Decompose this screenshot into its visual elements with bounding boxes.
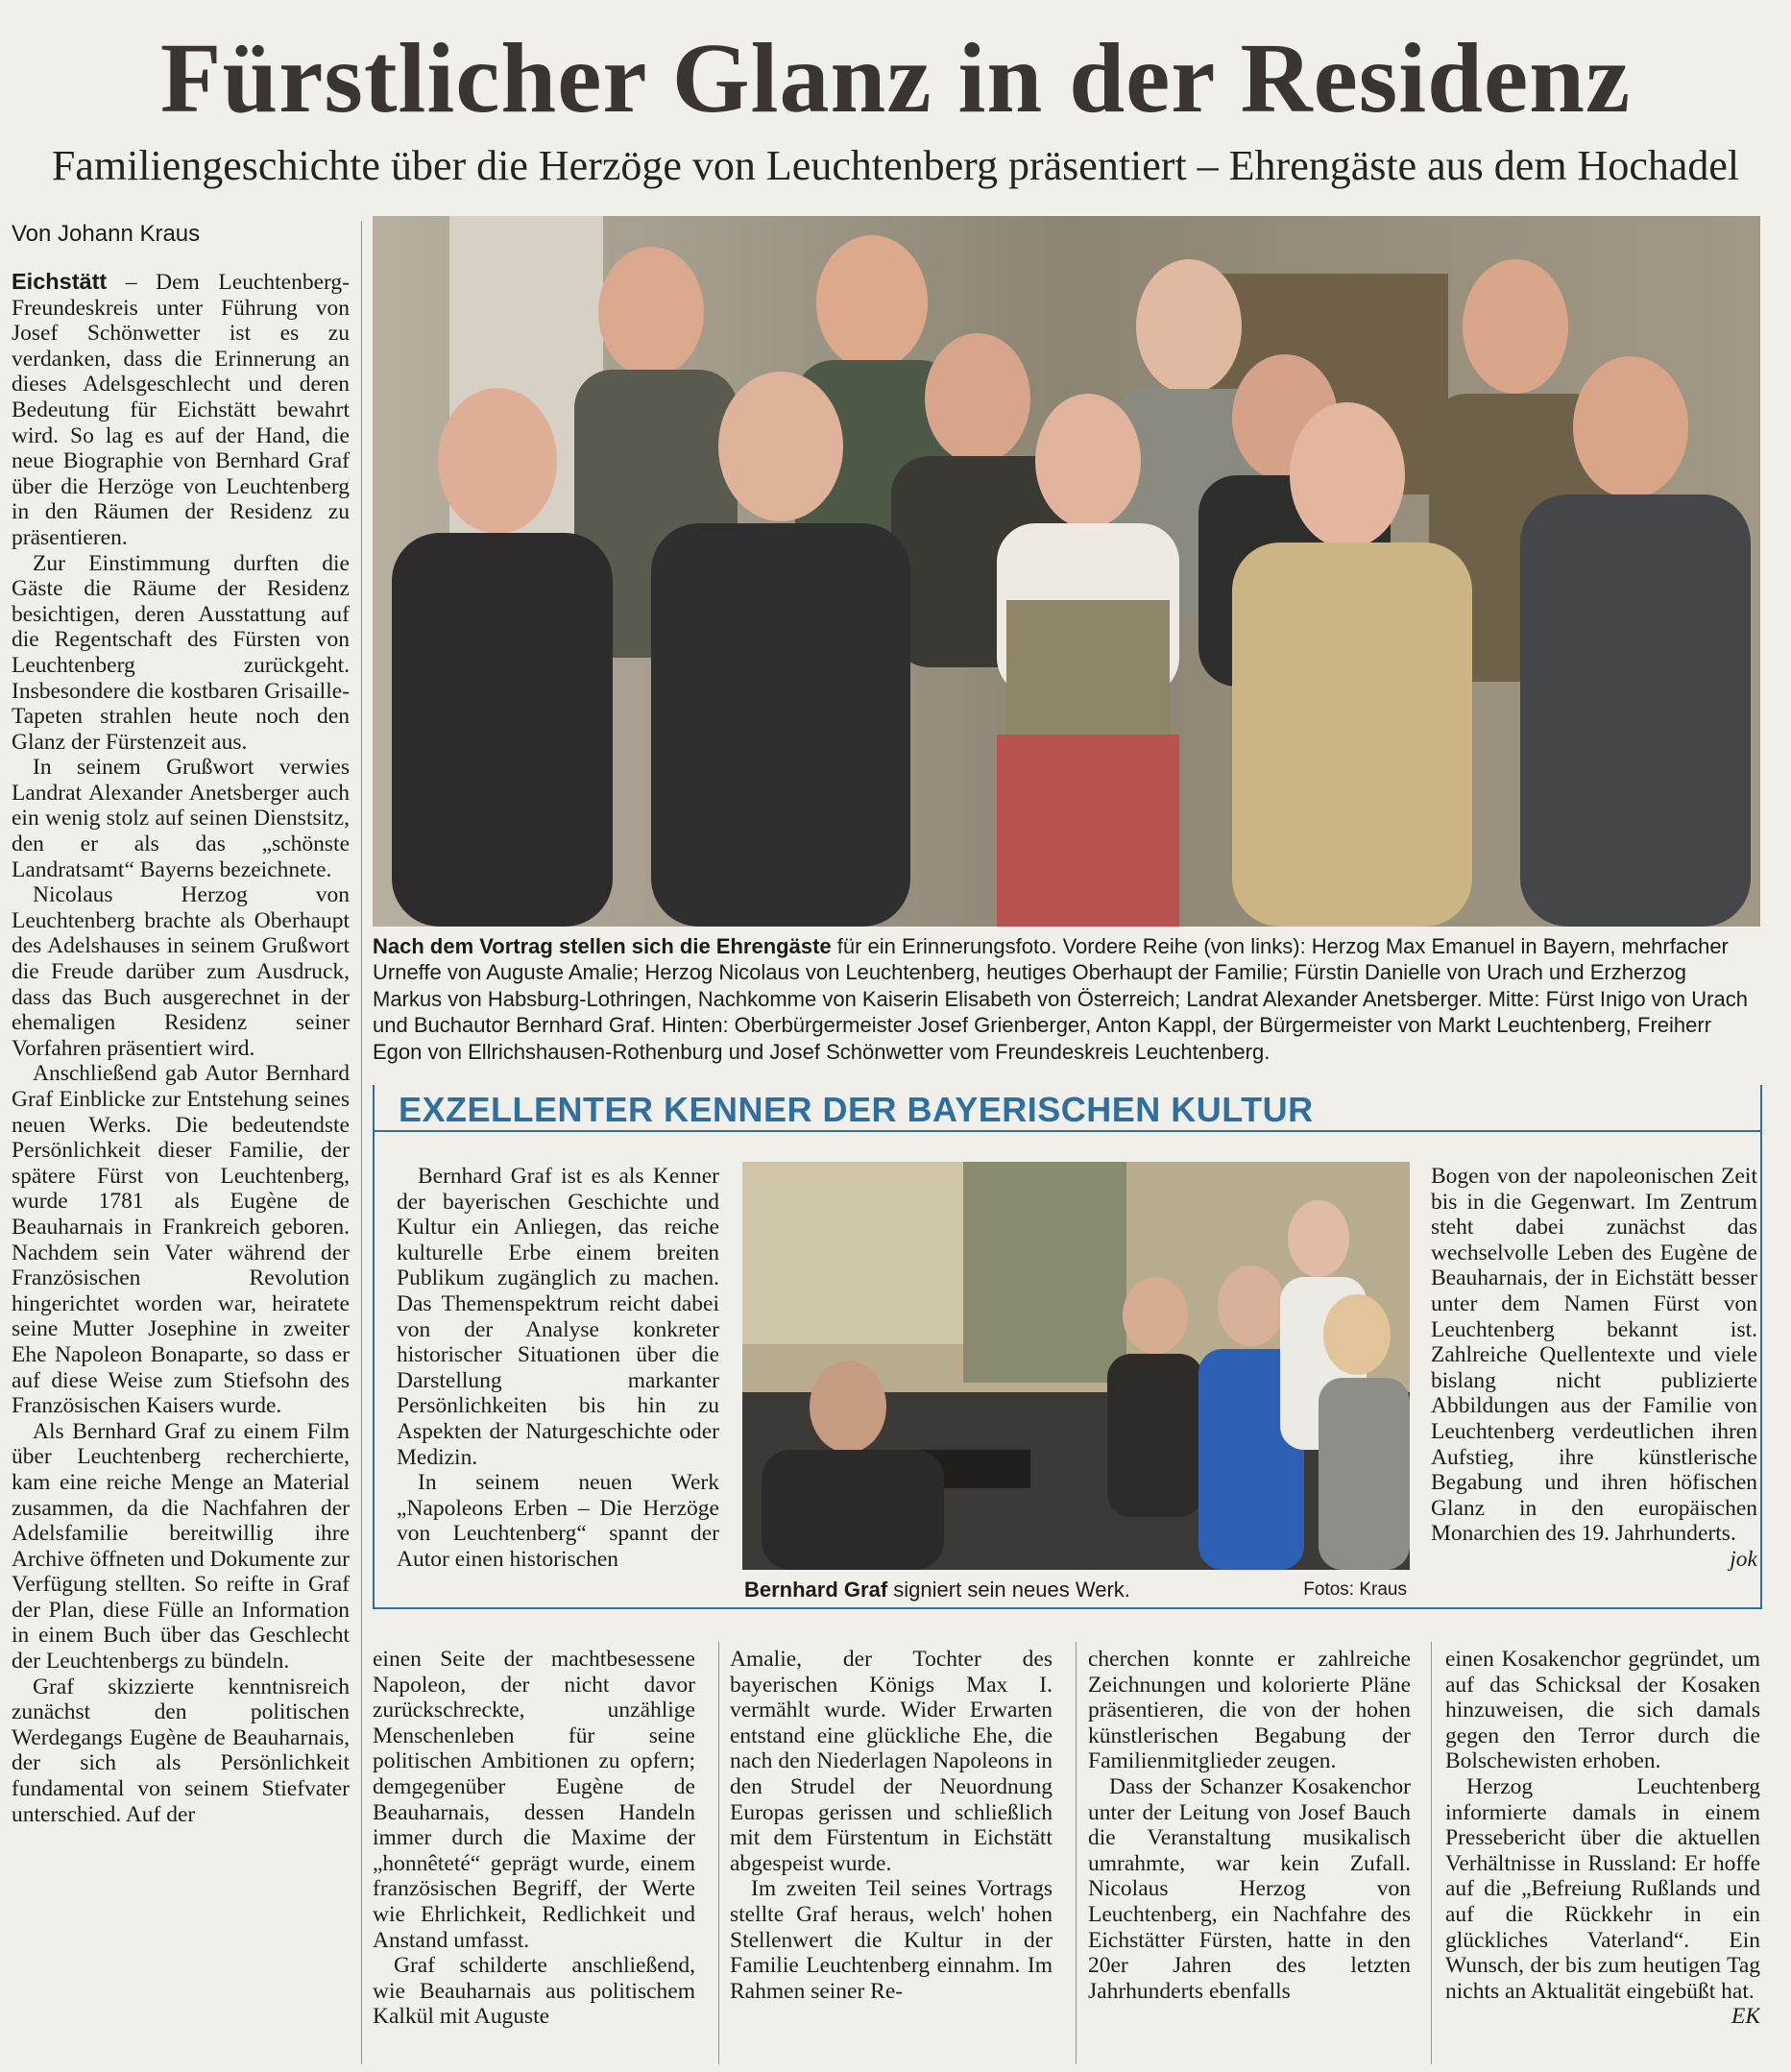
infobox-left-para-2: In seinem neuen Werk „Napoleons Erben – Die Herzöge von Leuchtenberg“ spannt der Autor einen historischen bbox=[397, 1470, 719, 1572]
article-para-3: In seinem Grußwort verwies Landrat Alexander Anetsberger auch ein wenig stolz auf seinen Dienstsitz, den er als das „schönste Landratsamt“ Bayerns bezeichnete. bbox=[12, 755, 350, 882]
article-column-1 bbox=[12, 269, 350, 2060]
signing-photo-illustration bbox=[742, 1162, 1410, 1570]
article-column-4 bbox=[1088, 1647, 1411, 2069]
article-para-1: – Dem Leuchtenberg-Freundeskreis unter Führung von Josef Schönwetter ist es zu verdanken, dass die Erinnerung an dieses Adelsgeschlecht und deren Bedeutung für Eichstätt bewahrt wird. So lag es auf der Hand, die neue Biographie von Bernhard Graf über die Herzöge von Leuchtenberg in den Räumen der Residenz zu präsentieren. bbox=[12, 270, 350, 550]
infobox-left-para-1: Bernhard Graf ist es als Kenner der bayerischen Geschichte und Kultur ein Anliegen, das reiche kulturelle Erbe einem breiten Publikum zugänglich zu machen. Das Themenspektrum reicht dabei von der Analyse konkreter historischer Situationen über die Darstellung markanter Persönlichkeiten bis hin zu Aspekten der Naturgeschichte oder Medizin. bbox=[397, 1164, 719, 1470]
signing-photo bbox=[742, 1162, 1410, 1570]
photo-credit: Fotos: Kraus bbox=[1303, 1579, 1407, 1600]
article-col2-para-2: Graf schilderte anschließend, wie Beauharnais aus politischem Kalkül mit Auguste bbox=[373, 1953, 695, 2030]
column-divider bbox=[361, 221, 362, 2064]
infobox-left-column bbox=[397, 1164, 719, 1601]
group-photo-caption bbox=[373, 933, 1760, 1065]
infobox-right-column bbox=[1431, 1164, 1757, 1605]
column-divider bbox=[718, 1642, 719, 2064]
dateline: Eichstätt bbox=[12, 269, 108, 294]
article-para-2: Zur Einstimmung durften die Gäste die Räume der Residenz besichtigen, deren Ausstattung auf die Regentschaft des Fürsten von Leuchtenberg zurückgeht. Insbesondere die kostbaren Grisaille-Tapeten strahlen heute noch den Glanz der Fürstenzeit aus. bbox=[12, 550, 350, 755]
headline: Fürstlicher Glanz in der Residenz bbox=[159, 23, 1632, 133]
byline: Von Johann Kraus bbox=[12, 221, 201, 247]
caption-text: für ein Erinnerungsfoto. Vordere Reihe (von links): Herzog Max Emanuel in Bayern, mehrfacher Urneffe von Auguste Amalie; Herzog Nicolaus von Leuchtenberg, heutiges Oberhaupt der Familie; Fürstin Danielle von Urach und Erzherzog Markus von Habsburg-Lothringen, Nachkomme von Kaiserin Elisabeth von Österreich; Landrat Alexander Anetsberger. Mitte: Fürst Inigo von Urach und Buchautor Bernhard Graf. Hinten: Oberbürgermeister Josef Grienberger, Anton Kappl, der Bürgermeister von Markt Leuchtenberg, Freiherr Egon von Ellrichshausen-Rothenburg und Josef Schönwetter vom Freundeskreis Leuchtenberg. bbox=[373, 934, 1748, 1064]
article-column-3 bbox=[730, 1647, 1053, 2069]
article-column-2 bbox=[373, 1647, 695, 2069]
infobox-title-rule bbox=[373, 1130, 1760, 1132]
article-col5-para-1: einen Kosakenchor gegründet, um auf das Schicksal der Kosaken hinzuweisen, die sich damals gegen den Terror durch die Bolschewisten erhoben. bbox=[1445, 1647, 1760, 1774]
article-col4-para-2: Dass der Schanzer Kosakenchor unter der Leitung von Josef Bauch die Veranstaltung musikalisch umrahmte, war kein Zufall. Nicolaus Herzog von Leuchtenberg, ein Nachfahre des Eichstätter Fürsten, hatte in den 20er Jahren des letzten Jahrhunderts ebenfalls bbox=[1088, 1773, 1411, 2004]
infobox-signature: jok bbox=[1730, 1546, 1757, 1572]
caption-lead: Nach dem Vortrag stellen sich die Ehrengäste bbox=[373, 934, 832, 958]
article-column-5 bbox=[1445, 1647, 1760, 2069]
column-divider bbox=[1076, 1642, 1077, 2064]
group-photo-illustration bbox=[373, 216, 1760, 927]
article-col4-para-1: cherchen konnte er zahlreiche Zeichnungen und kolorierte Pläne präsentieren, die von der hohen künstlerischen Begabung der Familienmitglieder zeugen. bbox=[1088, 1647, 1411, 1774]
article-col3-para-2: Im zweiten Teil seines Vortrags stellte Graf heraus, welch' hohen Stellenwert die Kultur in der Familie Leuchtenberg einnahm. Im Rahmen seiner Re- bbox=[730, 1876, 1053, 2004]
article-col2-para-1: einen Seite der machtbesessene Napoleon, der nicht davor zurückschreckte, unzählige Menschenleben für seine politischen Ambitionen zu opfern; demgegenüber Eugène de Beauharnais, dessen Handeln immer durch die Maxime der „honnêteté“ geprägt wurde, einem französischen Begriff, der Werte wie Ehrlichkeit, Redlichkeit und Anstand umfasst. bbox=[373, 1647, 695, 1953]
article-para-4: Nicolaus Herzog von Leuchtenberg brachte als Oberhaupt des Adelshauses in seinem Grußwort die Freude darüber zum Ausdruck, dass das Buch ausgerechnet in der ehemaligen Residenz seiner Vorfahren präsentiert wird. bbox=[12, 882, 350, 1061]
article-para-7: Graf skizzierte kenntnisreich zunächst den politischen Werdegangs Eugène de Beauharnais, der sich als Persönlichkeit fundamental von seinem Stiefvater unterschied. Auf der bbox=[12, 1674, 350, 1827]
signing-caption-text: signiert sein neues Werk. bbox=[893, 1578, 1130, 1602]
infobox-right-para: Bogen von der napoleonischen Zeit bis in die Gegenwart. Im Zentrum steht dabei zunächst das wechselvolle Leben des Eugène de Beauharnais, der in Eichstätt besser unter dem Namen Fürst von Leuchtenberg bekannt ist. Zahlreiche Quellentexte und viele bislang nicht publizierte Abbildungen aus der Familie von Leuchtenberg verdeutlichen ihren Aufstieg, ihre künstlerische Begabung und ihren höfischen Glanz in den europäischen Monarchien des 19. Jahrhunderts. bbox=[1431, 1164, 1757, 1547]
article-col5-para-2: Herzog Leuchtenberg informierte damals in einem Pressebericht über die aktuellen Verhältnisse in Russland: Er hoffe auf die „Befreiung Rußlands und auf die Rückkehr in ein glückliches Vaterland“. Ein Wunsch, der bis zum heutigen Tag nichts an Aktualität eingebüßt hat. bbox=[1445, 1773, 1760, 2004]
subheadline: Familiengeschichte über die Herzöge von Leuchtenberg präsentiert – Ehrengäste aus dem Hochadel bbox=[51, 142, 1740, 189]
group-photo bbox=[373, 216, 1760, 927]
signing-photo-caption bbox=[744, 1577, 1407, 1602]
column-divider bbox=[1431, 1642, 1432, 2064]
article-para-5: Anschließend gab Autor Bernhard Graf Einblicke zur Entstehung seines neuen Werks. Die bedeutendste Persönlichkeit dieser Familie, der spätere Fürst von Leuchtenberg, wurde 1781 als Eugène de Beauharnais in Frankreich geboren. Nachdem sein Vater während der Französischen Revolution hingerichtet worden war, heiratete seine Mutter Josephine in zweiter Ehe Napoleon Bonaparte, so dass er auf diese Weise zum Stiefsohn des Französischen Kaisers wurde. bbox=[12, 1061, 350, 1419]
article-para-6: Als Bernhard Graf zu einem Film über Leuchtenberg recherchierte, kam eine reiche Menge an Material zusammen, da die Nachfahren der Adelsfamilie bereitwillig ihre Archive öffneten und Dokumente zur Verfügung stellten. So reifte in Graf der Plan, diese Fülle an Information in einem Buch über das Geschlecht der Leuchtenbergs zu bündeln. bbox=[12, 1418, 350, 1674]
article-signature: EK bbox=[1730, 2004, 1760, 2030]
infobox-title: EXZELLENTER KENNER DER BAYERISCHEN KULTUR bbox=[399, 1090, 1314, 1129]
signing-caption-lead: Bernhard Graf bbox=[744, 1578, 888, 1602]
article-col3-para-1: Amalie, der Tochter des bayerischen Königs Max I. vermählt wurde. Wider Erwarten entstand eine glückliche Ehe, die nach den Niederlagen Napoleons in den Strudel der Neuordnung Europas gerissen und schließlich mit dem Fürstentum in Eichstätt abgespeist wurde. bbox=[730, 1647, 1053, 1876]
